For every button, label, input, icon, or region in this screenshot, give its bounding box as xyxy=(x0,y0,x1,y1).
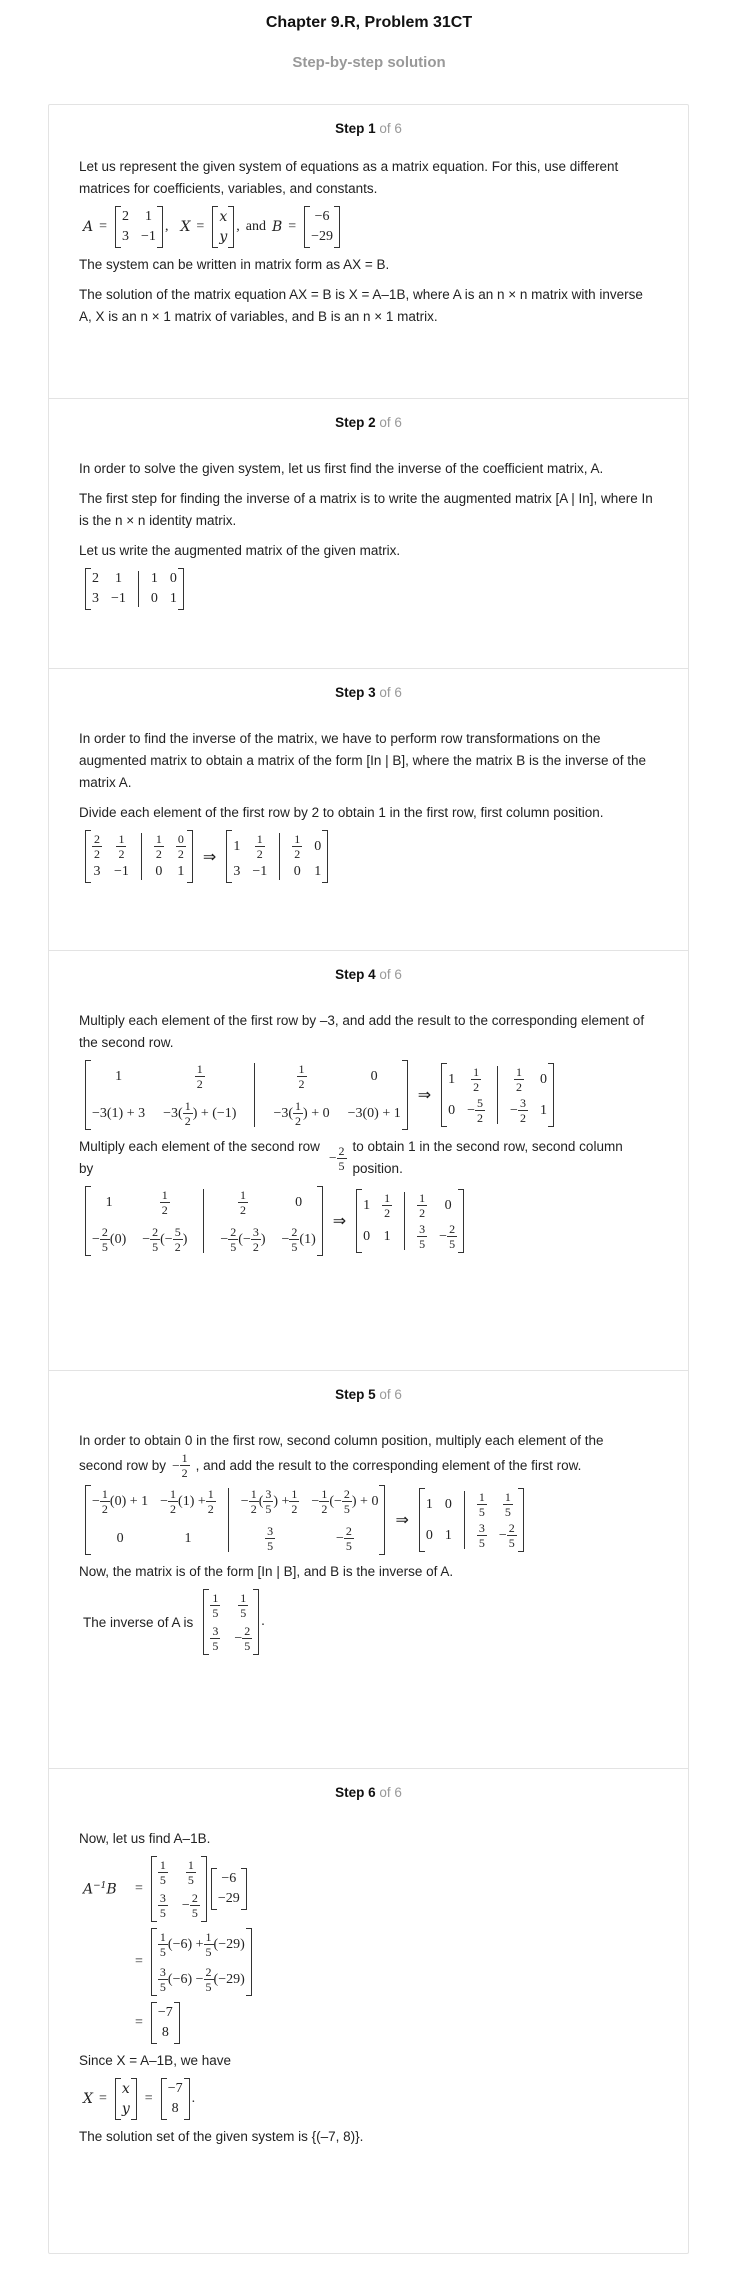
step-2-text-1: In order to solve the given system, let us first find the inverse of the coefficient matrix, A. xyxy=(79,461,604,476)
step-3-text-1: In order to find the inverse of the matrix, we have to perform row transformations on the augmented matrix to obtain a matrix of the form [In | B], where the matrix B is the inverse of the matrix A. xyxy=(79,731,647,790)
step-1-header: Step 1 of 6 xyxy=(335,121,402,136)
step-5-text-1a: In order to obtain 0 in the first row, second column position, multiply each element of the xyxy=(79,1433,604,1448)
step-2 xyxy=(49,399,688,669)
step-1-text-1: Let us represent the given system of equations as a matrix equation. For this, use different matrices for coefficients, variables, and constants. xyxy=(79,159,619,196)
step-6-text-2: Since X = A–1B, we have xyxy=(79,2053,231,2068)
step-3 xyxy=(49,669,688,951)
solution-card xyxy=(48,104,689,2254)
step-1 xyxy=(49,105,688,399)
step-4-text-2: Multiply each element of the second row by − 2 5 to obtain 1 in the second row, second column position. xyxy=(79,1139,623,1176)
step-2-augmented-matrix: 2 1 1 0 3 −1 0 1 xyxy=(83,568,658,610)
step-1-text-2: The system can be written in matrix form as AX = B. xyxy=(79,257,390,272)
step-3-text-2: Divide each element of the first row by 2 to obtain 1 in the first row, first column position. xyxy=(79,805,604,820)
page-title: Chapter 9.R, Problem 31CT xyxy=(265,14,473,31)
step-2-text-2: The first step for finding the inverse of a matrix is to write the augmented matrix [A | In], where In is the n × n identity matrix. xyxy=(79,491,653,528)
step-5-inverse: The inverse of A is 1 5 1 5 3 5 − 2 5 . xyxy=(83,1591,265,1653)
step-4-row-op-2: 1 1 2 1 2 0 − 2 5 (0) − 2 5 (− 5 2 ) − 2 5 (− 3 2 ) − 2 5 (1) ⇒ 1 1 2 1 2 0 0 1 3 5 − 2 5 xyxy=(83,1186,658,1256)
step-4-text-1: Multiply each element of the first row by –3, and add the result to the corresponding element of the second row. xyxy=(79,1013,645,1050)
step-6-product: $A^{-1}B$ = 1 5 1 5 3 5 − 2 5 −6 −29 xyxy=(83,1856,658,1922)
step-5-row-op: − 1 2 (0) + 1 − 1 2 (1) + 1 2 − 1 2 ( 3 5 ) + 1 2 − 1 2 (− 2 5 ) + 0 0 1 3 5 − 2 5 ⇒ 1 0 1 5 1 5 0 1 3 5 − 2 5 xyxy=(83,1485,658,1555)
step-3-row-op: 2 2 1 2 1 2 0 2 3 −1 0 1 ⇒ 1 1 2 1 2 0 3 −1 0 1 xyxy=(83,830,658,883)
step-6-result: = −7 8 xyxy=(83,2002,658,2044)
step-5 xyxy=(49,1371,688,1769)
step-3-header: Step 3 of 6 xyxy=(335,685,402,700)
step-5-header: Step 5 of 6 xyxy=(335,1387,402,1402)
step-6-header: Step 6 of 6 xyxy=(335,1785,402,1800)
page-subtitle: Step-by-step solution xyxy=(292,54,446,71)
step-4-row-op-1: 1 1 2 1 2 0 −3(1) + 3 −3( 1 2 ) + (−1) −3( 1 2 ) + 0 −3(0) + 1 ⇒ 1 1 2 1 2 0 0 − 5 2 − 3 2 1 xyxy=(83,1060,658,1130)
step-2-text-3: Let us write the augmented matrix of the given matrix. xyxy=(79,543,401,558)
step-2-header: Step 2 of 6 xyxy=(335,415,402,430)
step-4 xyxy=(49,951,688,1371)
step-6-text-3: The solution set of the given system is {(–7, 8)}. xyxy=(79,2129,364,2144)
step-4-header: Step 4 of 6 xyxy=(335,967,402,982)
step-6 xyxy=(49,1769,688,2255)
step-5-text-2: Now, the matrix is of the form [In | B], and B is the inverse of A. xyxy=(79,1564,454,1579)
step-5-text-1b: second row by − 1 2 , and add the result to the corresponding element of the first row. xyxy=(79,1451,582,1480)
step-6-solution: X = x y = −7 8 . xyxy=(83,2078,658,2120)
step-6-text-1: Now, let us find A–1B. xyxy=(79,1831,211,1846)
step-6-expanded: = 1 5 (−6) + 1 5 (−29) 3 5 (−6) − 2 5 (−29) xyxy=(83,1928,658,1996)
step-1-matrices: A = 2 1 3 −1 , X = x y , and B = −6 −29 xyxy=(83,206,658,248)
step-1-text-3: The solution of the matrix equation AX = B is X = A–1B, where A is an n × n matrix with inverse A, X is an n × 1 matrix of variables, and B is an n × 1 matrix. xyxy=(79,287,643,324)
